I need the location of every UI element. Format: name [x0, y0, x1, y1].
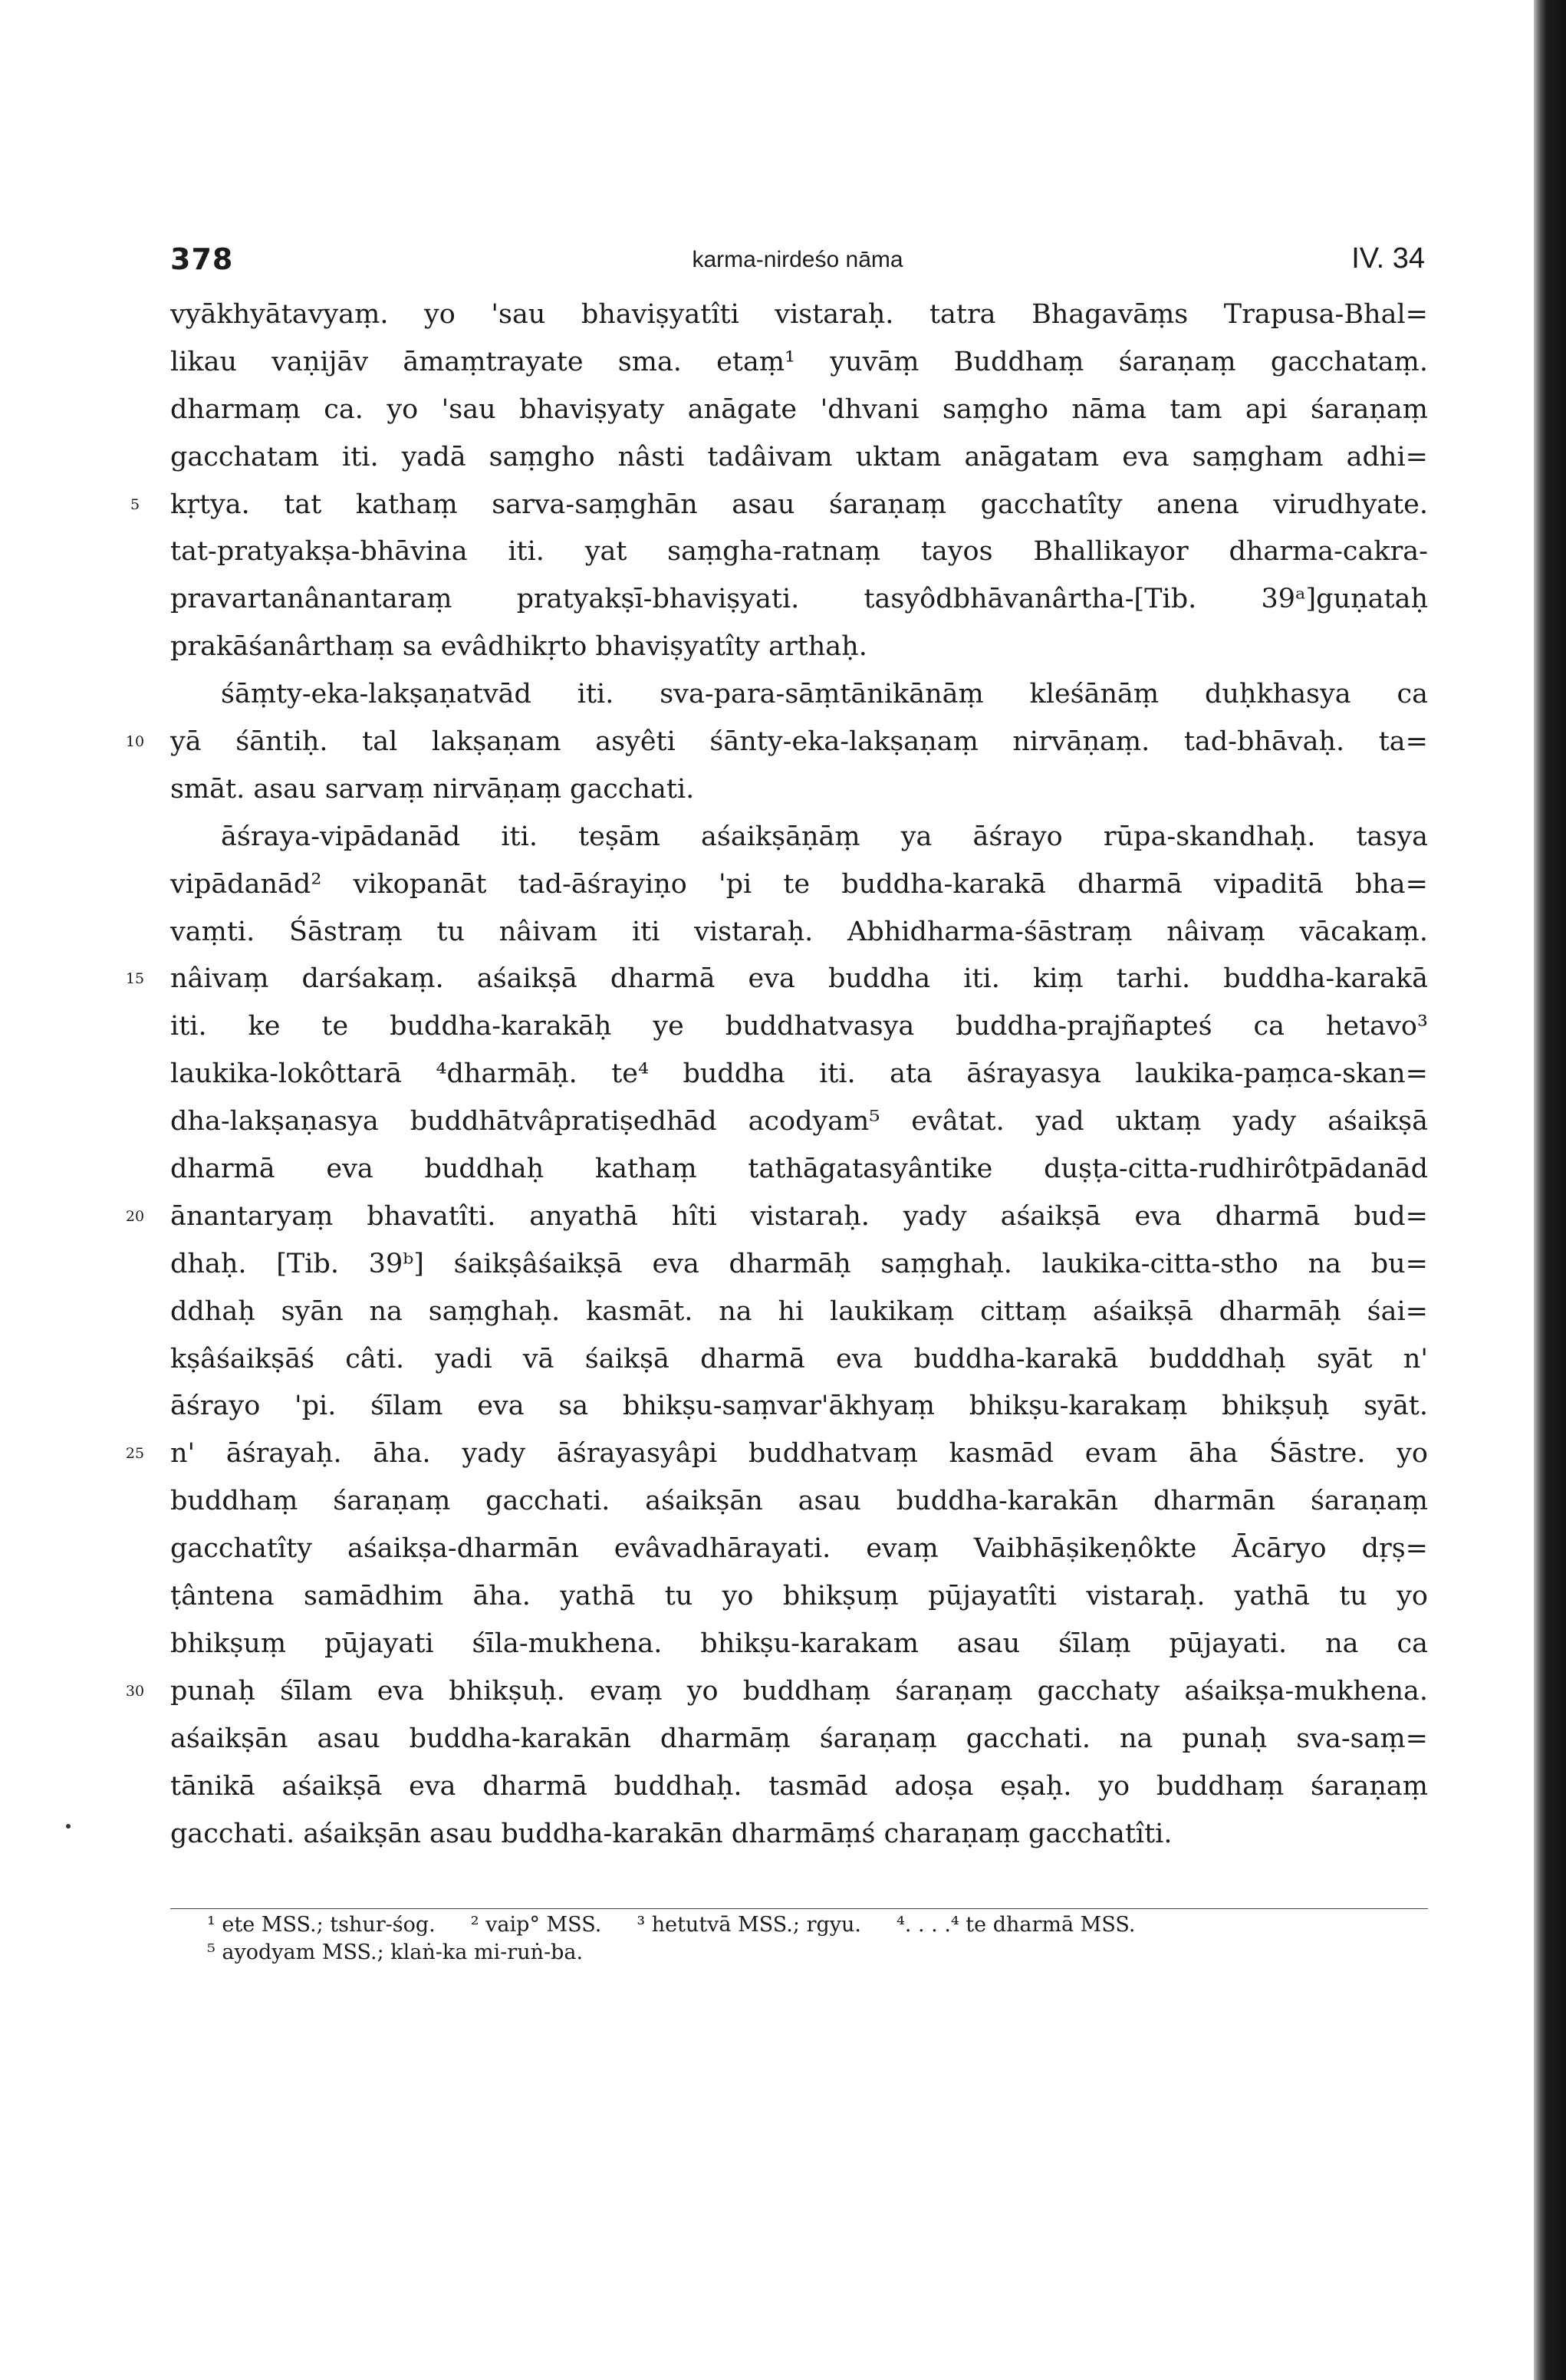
footnote-rule — [170, 1908, 1428, 1909]
text-line — [170, 387, 1428, 434]
text-line — [170, 434, 1428, 482]
running-title: karma-nirdeśo nāma — [692, 247, 903, 272]
text-line — [170, 1716, 1428, 1763]
text-line — [170, 1526, 1428, 1573]
line-text: dha-lakṣaṇasya buddhātvâpratiṣedhād acodyam⁵ evâtat. yad uktaṃ yady aśaikṣā — [170, 1106, 1428, 1137]
line-text: vipādanād² vikopanāt tad-āśrayiṇo 'pi te buddha-karakā dharmā vipaditā bha= — [170, 868, 1428, 900]
line-text: āśraya-vipādanād iti. teṣām aśaikṣāṇāṃ ya āśrayo rūpa-skandhaḥ. tasya — [221, 821, 1428, 852]
line-text: yā śāntiḥ. tal lakṣaṇam asyêti śānty-eka-lakṣaṇaṃ nirvāṇaṃ. tad-bhāvaḥ. ta= — [170, 726, 1428, 758]
text-line — [170, 528, 1428, 576]
text-line — [170, 1146, 1428, 1193]
line-text: n' āśrayaḥ. āha. yady āśrayasyâpi buddhatvaṃ kasmād evam āha Śāstre. yo — [170, 1438, 1428, 1470]
footnote-row-2 — [207, 1939, 1426, 1967]
footnotes — [207, 1911, 1426, 1967]
text-line — [170, 766, 1428, 814]
footnote: ² vaip° MSS. — [470, 1913, 602, 1937]
line-text: gacchatîty aśaikṣa-dharmān evâvadhārayati. evaṃ Vaibhāṣikeṇôkte Ācāryo dṛṣ= — [170, 1533, 1428, 1565]
text-line — [170, 1289, 1428, 1336]
line-text: dharmaṃ ca. yo 'sau bhaviṣyaty anāgate 'dhvani saṃgho nāma tam api śaraṇaṃ — [170, 393, 1428, 425]
text-line — [170, 1098, 1428, 1146]
text-line — [170, 1336, 1428, 1384]
line-text: iti. ke te buddha-karakāḥ ye buddhatvasya buddha-prajñapteś ca hetavo³ — [170, 1011, 1428, 1042]
text-line — [170, 1383, 1428, 1430]
text-line — [170, 1621, 1428, 1668]
text-line — [125, 1193, 1428, 1241]
page-number: 378 — [170, 242, 234, 276]
footnote: ¹ ete MSS.; tshur-śog. — [207, 1913, 436, 1937]
line-text: aśaikṣān asau buddha-karakān dharmāṃ śaraṇaṃ gacchati. na punaḥ sva-saṃ= — [170, 1723, 1428, 1754]
line-text: āśrayo 'pi. śīlam eva sa bhikṣu-saṃvar'ākhyaṃ bhikṣu-karakaṃ bhikṣuḥ syāt. — [170, 1391, 1428, 1422]
text-line — [170, 1051, 1428, 1098]
line-text: gacchatam iti. yadā saṃgho nâsti tadâivam uktam anāgatam eva saṃgham adhi= — [170, 441, 1428, 472]
text-line — [130, 482, 1428, 529]
line-number: 25 — [125, 1445, 145, 1463]
line-text: bhikṣuṃ pūjayati śīla-mukhena. bhikṣu-karakam asau śīlaṃ pūjayati. na ca — [170, 1628, 1428, 1659]
line-text: śāṃty-eka-lakṣaṇatvād iti. sva-para-sāṃtānikānāṃ kleśānāṃ duḥkhasya ca — [221, 679, 1428, 710]
line-number: 5 — [130, 495, 140, 513]
text-line — [170, 909, 1428, 956]
line-number: 10 — [125, 733, 145, 751]
text-line — [170, 1241, 1428, 1289]
scan-speck — [66, 1824, 71, 1829]
line-text: prakāśanârthaṃ sa evâdhikṛto bhaviṣyatîty arthaḥ. — [170, 631, 867, 663]
footnote-row-1 — [207, 1911, 1426, 1939]
text-line — [125, 956, 1428, 1003]
line-text: smāt. asau sarvaṃ nirvāṇaṃ gacchati. — [170, 773, 695, 805]
text-line — [125, 719, 1428, 766]
line-text: kṛtya. tat kathaṃ sarva-saṃghān asau śaraṇaṃ gacchatîty anena virudhyate. — [170, 489, 1428, 520]
line-text: vyākhyātavyaṃ. yo 'sau bhaviṣyatîti vistaraḥ. tatra Bhagavāṃs Trapusa-Bhal= — [170, 299, 1428, 330]
text-line — [170, 1478, 1428, 1526]
main-text — [125, 291, 1428, 1858]
text-line — [170, 814, 1428, 861]
text-line — [170, 291, 1428, 339]
line-text: ānantaryaṃ bhavatîti. anyathā hîti vistaraḥ. yady aśaikṣā eva dharmā bud= — [170, 1200, 1428, 1232]
text-line — [170, 624, 1428, 671]
footnote: ⁵ ayodyam MSS.; klaṅ-ka mi-ruṅ-ba. — [207, 1941, 584, 1964]
line-number: 15 — [125, 970, 145, 988]
scan-edge-shadow — [1534, 0, 1566, 2380]
line-text: ddhaḥ syān na saṃghaḥ. kasmāt. na hi laukikaṃ cittaṃ aśaikṣā dharmāḥ śai= — [170, 1295, 1428, 1327]
line-text: ṭântena samādhim āha. yathā tu yo bhikṣuṃ pūjayatîti vistaraḥ. yathā tu yo — [170, 1581, 1428, 1612]
text-line — [170, 1003, 1428, 1051]
line-text: tat-pratyakṣa-bhāvina iti. yat saṃgha-ratnaṃ tayos Bhallikayor dharma-cakra- — [170, 536, 1428, 568]
text-line — [170, 1811, 1428, 1858]
text-line — [125, 1430, 1428, 1478]
line-text: likau vaṇijāv āmaṃtrayate sma. etaṃ¹ yuvāṃ Buddhaṃ śaraṇaṃ gacchataṃ. — [170, 346, 1428, 377]
footnote: ⁴. . . .⁴ te dharmā MSS. — [897, 1913, 1136, 1937]
line-text: dharmā eva buddhaḥ kathaṃ tathāgatasyântike duṣṭa-citta-rudhirôtpādanād — [170, 1154, 1428, 1185]
page-header — [170, 242, 1425, 288]
text-line — [170, 1573, 1428, 1621]
text-line — [170, 576, 1428, 624]
line-text: buddhaṃ śaraṇaṃ gacchati. aśaikṣān asau buddha-karakān dharmān śaraṇaṃ — [170, 1486, 1428, 1517]
line-text: pravartanânantaraṃ pratyakṣī-bhaviṣyati. tasyôdbhāvanârtha-[Tib. 39ᵃ]guṇataḥ — [170, 584, 1428, 615]
line-text: gacchati. aśaikṣān asau buddha-karakān dharmāṃś charaṇaṃ gacchatîti. — [170, 1818, 1173, 1849]
line-text: dhaḥ. [Tib. 39ᵇ] śaikṣâśaikṣā eva dharmāḥ saṃghaḥ. laukika-citta-stho na bu= — [170, 1248, 1428, 1279]
text-line — [125, 1668, 1428, 1716]
line-text: vaṃti. Śāstraṃ tu nâivam iti vistaraḥ. Abhidharma-śāstraṃ nâivaṃ vācakaṃ. — [170, 916, 1428, 947]
text-line — [170, 1763, 1428, 1811]
line-text: punaḥ śīlam eva bhikṣuḥ. evaṃ yo buddhaṃ śaraṇaṃ gacchaty aśaikṣa-mukhena. — [170, 1675, 1428, 1707]
line-text: kṣâśaikṣāś câti. yadi vā śaikṣā dharmā eva buddha-karakā budddhaḥ syāt n' — [170, 1343, 1428, 1374]
line-text: laukika-lokôttarā ⁴dharmāḥ. te⁴ buddha iti. ata āśrayasya laukika-paṃca-skan= — [170, 1058, 1428, 1090]
line-text: tānikā aśaikṣā eva dharmā buddhaḥ. tasmād adoṣa eṣaḥ. yo buddhaṃ śaraṇaṃ — [170, 1770, 1428, 1802]
section-number: IV. 34 — [1351, 242, 1425, 275]
line-number: 20 — [125, 1207, 145, 1225]
footnote: ³ hetutvā MSS.; rgyu. — [637, 1913, 861, 1937]
line-number: 30 — [125, 1682, 145, 1700]
text-line — [170, 671, 1428, 719]
line-text: nâivaṃ darśakaṃ. aśaikṣā dharmā eva buddha iti. kiṃ tarhi. buddha-karakā — [170, 963, 1428, 995]
text-line — [170, 861, 1428, 909]
text-line — [170, 339, 1428, 387]
